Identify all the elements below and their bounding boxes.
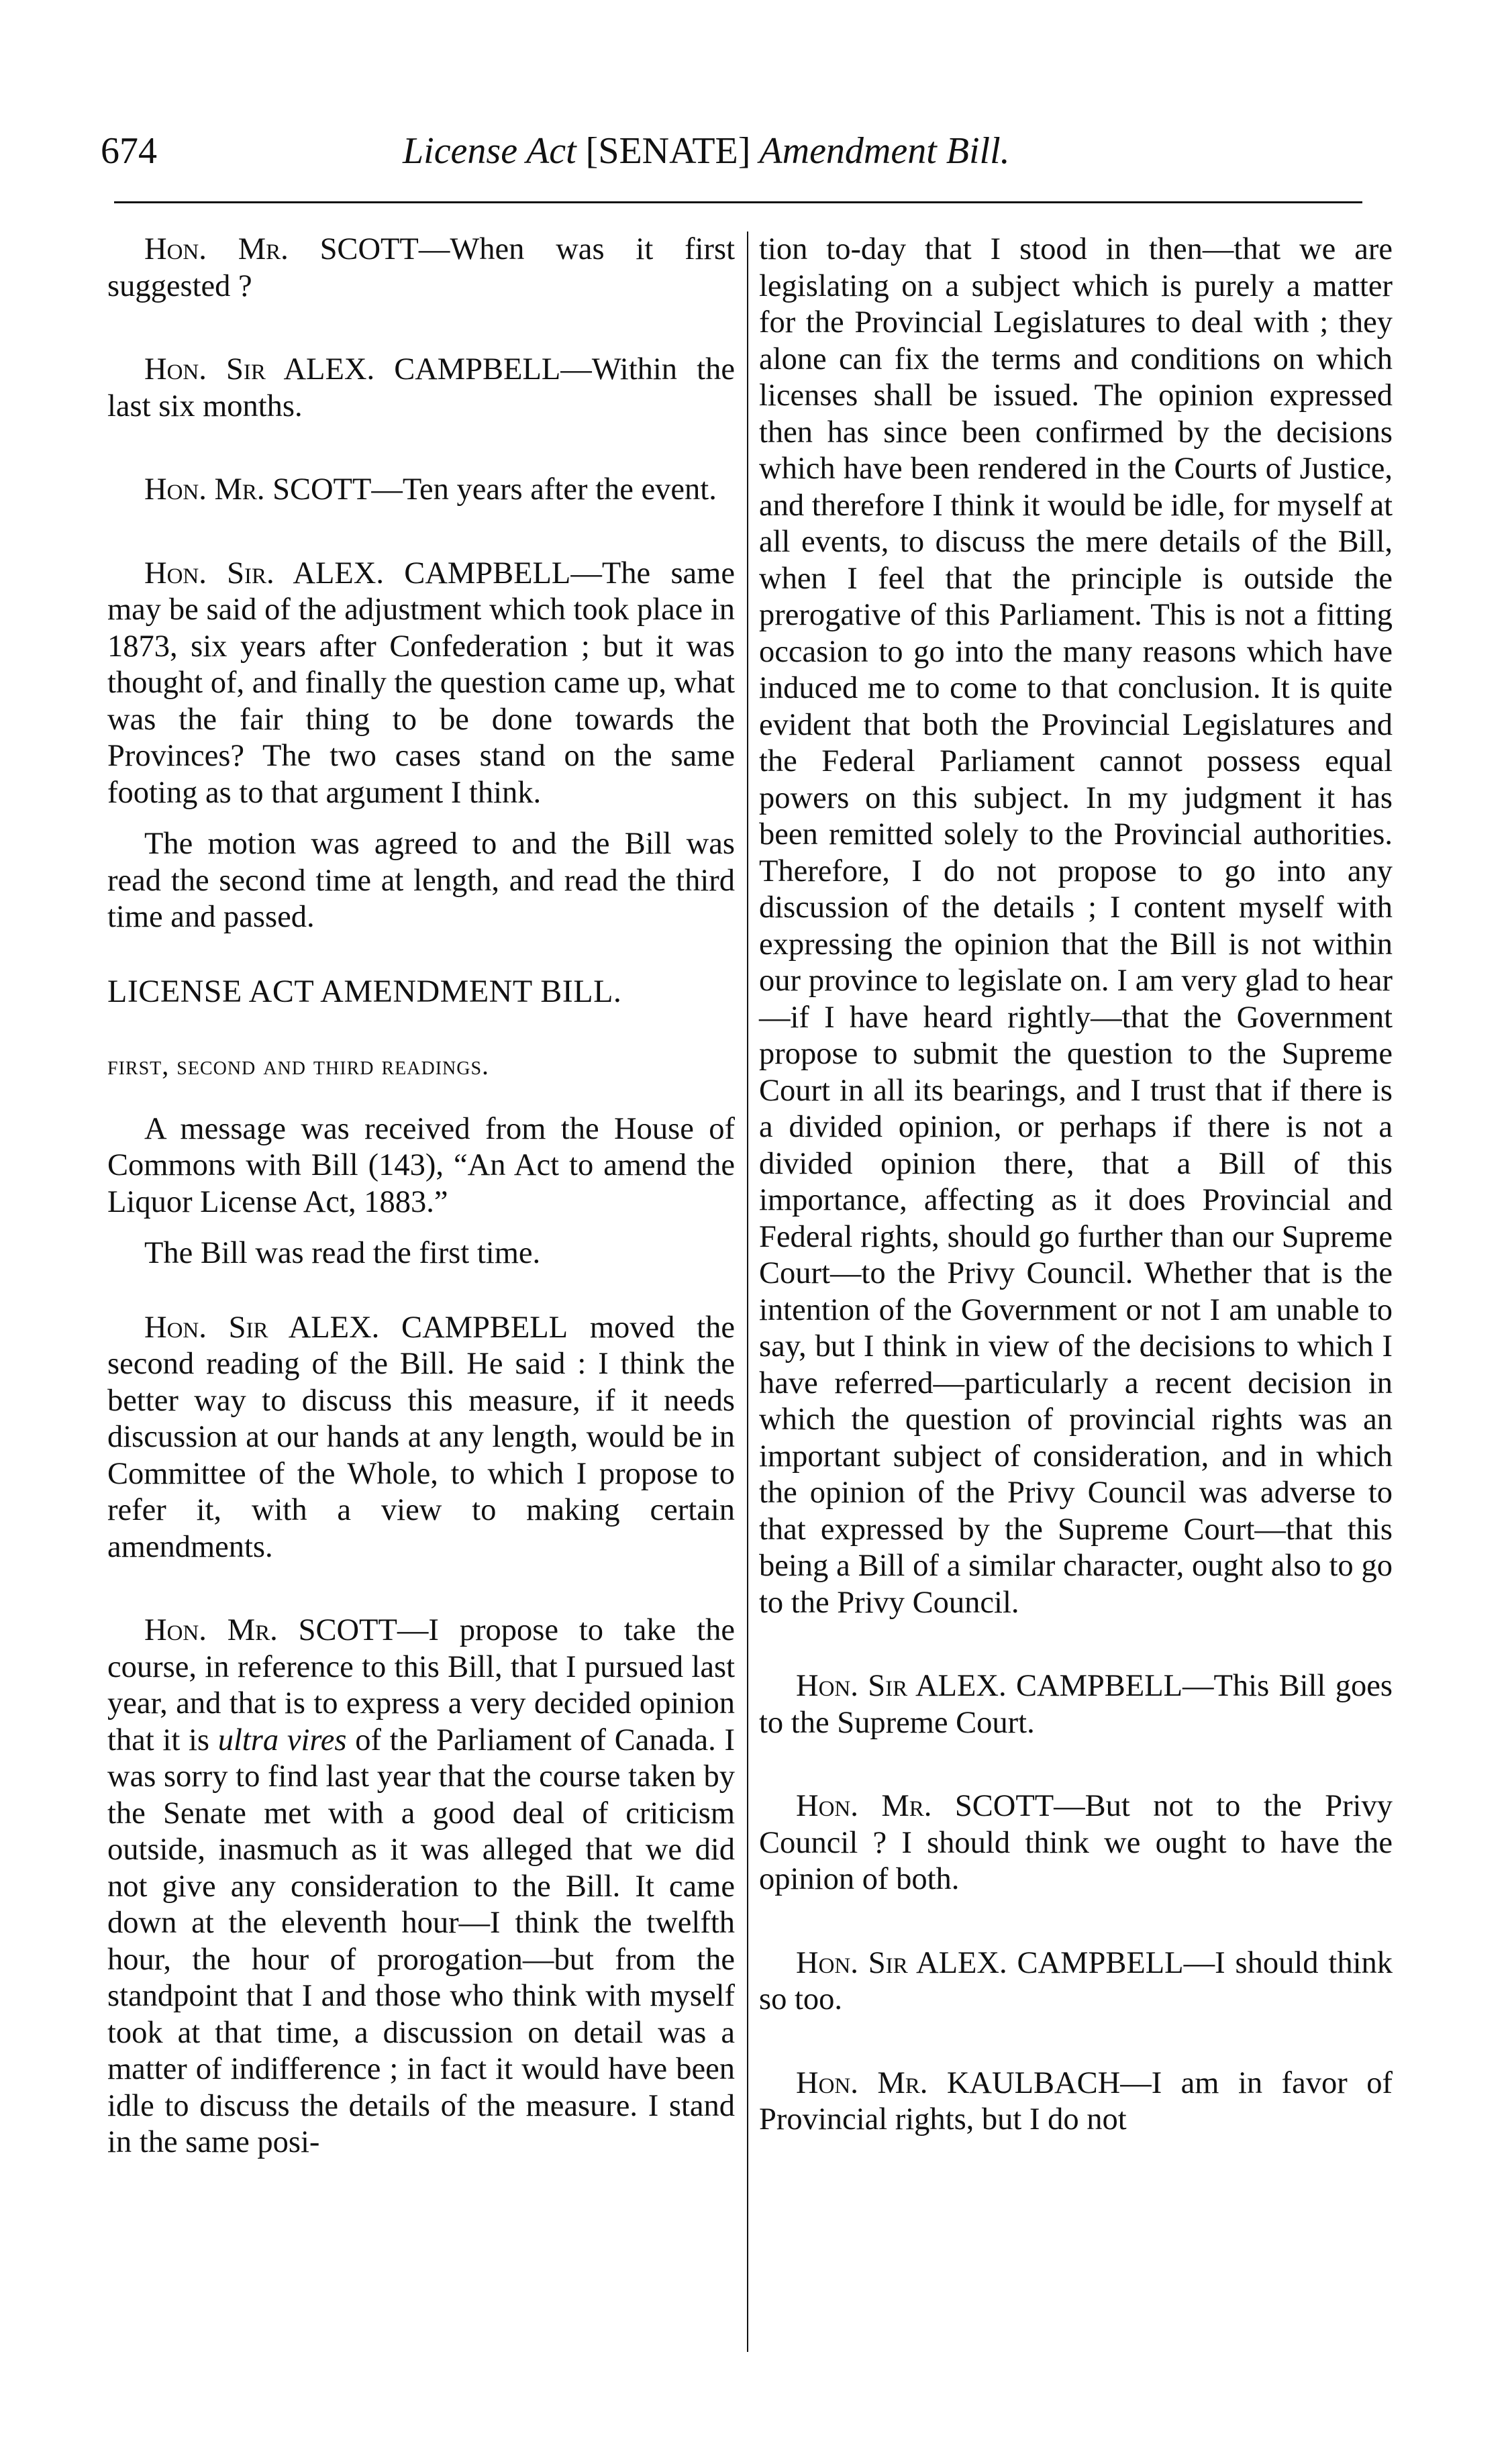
paragraph xyxy=(759,1945,1393,2018)
column-divider xyxy=(747,232,748,2352)
speech-text: —The same may be said of the adjustment which took place in 1873, six years after Confederation ; but it was thought of, and finally the question came up, what was the fair thing to be done towards the Provinces? The two cases stand on the same footing as to that argument I think. xyxy=(107,556,735,810)
speech-text: moved the second reading of the Bill. He said : I think the better way to discuss this measure, if it needs discussion at our hands at any length, would be in Committee of the Whole, to which I propose to refer it, with a view to making certain amendments. xyxy=(107,1310,735,1564)
right-column xyxy=(759,232,1393,2139)
speech-text: —Within the last six months. xyxy=(107,352,735,423)
page-number: 674 xyxy=(101,130,157,172)
running-title-left: License Act xyxy=(403,130,576,172)
speaker-name: Hon. Sir ALEX. CAMPBELL xyxy=(144,352,561,387)
running-header xyxy=(94,124,1409,178)
speaker-name: Hon. Sir. ALEX. CAMPBELL xyxy=(144,556,571,591)
section-title: LICENSE ACT AMENDMENT BILL. xyxy=(107,973,622,1009)
paragraph xyxy=(107,1310,735,1566)
paragraph xyxy=(107,472,735,509)
paragraph-continued: tion to-day that I stood in then—that we are legislating on a subject which is purely a matter for the Provincial Legislatures to deal with ; they alone can fix the terms and conditions on which licenses shall be issued. The opinion expressed then has since been confirmed by the decisions which have been rendered in the Courts of Justice, and therefore I think it would be idle, for myself at all events, to discuss the mere details of the Bill, when I feel that the principle is outside the prerogative of this Parliament. This is not a fitting occasion to go into the many reasons which have induced me to come to that conclusion. It is quite evident that both the Provincial Legislatures and the Federal Parliament cannot possess equal powers on this subject. In my judgment it has been remitted solely to the Provincial authorities. Therefore, I do not propose to go into any discussion of the details ; I content myself with expressing the opinion that the Bill is not within our province to legislate on. I am very glad to hear—if I have heard rightly—that the Government propose to submit the question to the Supreme Court in all its bearings, and I trust that if there is a divided opinion, or perhaps if there is not a divided opinion there, that a Bill of this importance, affecting as it does Provincial and Federal rights, should go further than our Supreme Court—to the Privy Council. Whether that is the intention of the Government or not I am unable to say, but I think in view of the decisions to which I have referred—particularly a recent decision in which the question of provincial rights was an important subject of consideration, and in which the opinion of the Privy Council was adverse to that expressed by the Supreme Court—that this being a Bill of a similar character, ought also to go to the Privy Council. xyxy=(759,232,1393,1620)
speaker-name: Hon. Sir ALEX. CAMPBELL xyxy=(796,1945,1184,1980)
speech-text: —I am in favor of Provincial rights, but I do not xyxy=(759,2065,1393,2137)
speaker-name: Hon. Mr. SCOTT xyxy=(796,1789,1054,1823)
running-title-center: [SENATE] xyxy=(585,130,751,172)
paragraph xyxy=(107,352,735,425)
speaker-name: Hon. Mr. KAULBACH xyxy=(796,2065,1121,2100)
paragraph xyxy=(107,1612,735,2161)
header-rule xyxy=(114,201,1362,203)
paragraph xyxy=(107,232,735,305)
running-title-right: Amendment Bill. xyxy=(759,130,1010,172)
speaker-name: Hon. Mr. SCOTT xyxy=(144,1613,397,1647)
italic-phrase: ultra vires xyxy=(217,1723,347,1757)
paragraph xyxy=(759,2065,1393,2139)
speech-text: of the Parliament of Canada. I was sorry to find last year that the course taken by the Senate met with a good deal of criticism outside, inasmuch as it was alleged that we did not give any consideration to the Bill. It came down at the eleventh hour—I think the twelfth hour, the hour of prorogation—but from the standpoint that I and those who think with myself took at that time, a discussion on detail was a matter of indifference ; in fact it would have been idle to discuss the details of the measure. I stand in the same posi- xyxy=(107,1723,735,2159)
speech-text: —Ten years after the event. xyxy=(371,472,717,507)
paragraph: The motion was agreed to and the Bill was read the second time at length, and read the third time and passed. xyxy=(107,827,735,934)
speaker-name: Hon. Sir ALEX. CAMPBELL xyxy=(796,1669,1182,1703)
paragraph xyxy=(107,556,735,812)
speech-text: —When was it first suggested ? xyxy=(107,232,735,303)
speech-text: —But not to the Privy Council ? I should think we ought to have the opinion of both. xyxy=(759,1789,1393,1896)
paragraph: A message was received from the House of Commons with Bill (143), “An Act to amend the Liquor License Act, 1883.” xyxy=(107,1111,735,1219)
speaker-name: Hon. Mr. SCOTT xyxy=(144,232,419,266)
running-title xyxy=(403,124,1010,178)
paragraph xyxy=(759,1788,1393,1898)
speech-text: —This Bill goes to the Supreme Court. xyxy=(759,1669,1393,1740)
paragraph xyxy=(759,1668,1393,1741)
section-subtitle: first, second and third readings. xyxy=(107,1050,490,1080)
speaker-name: Hon. Mr. SCOTT xyxy=(144,472,372,507)
speech-text: —I propose to take the course, in reference to this Bill, that I pursued last year, and that is to express a very decided opinion that it is xyxy=(107,1613,735,1757)
speaker-name: Hon. Sir ALEX. CAMPBELL xyxy=(144,1310,568,1345)
speech-text: —I should think so too. xyxy=(759,1945,1393,2016)
paragraph: The Bill was read the first time. xyxy=(144,1236,541,1270)
left-column xyxy=(107,232,735,2161)
